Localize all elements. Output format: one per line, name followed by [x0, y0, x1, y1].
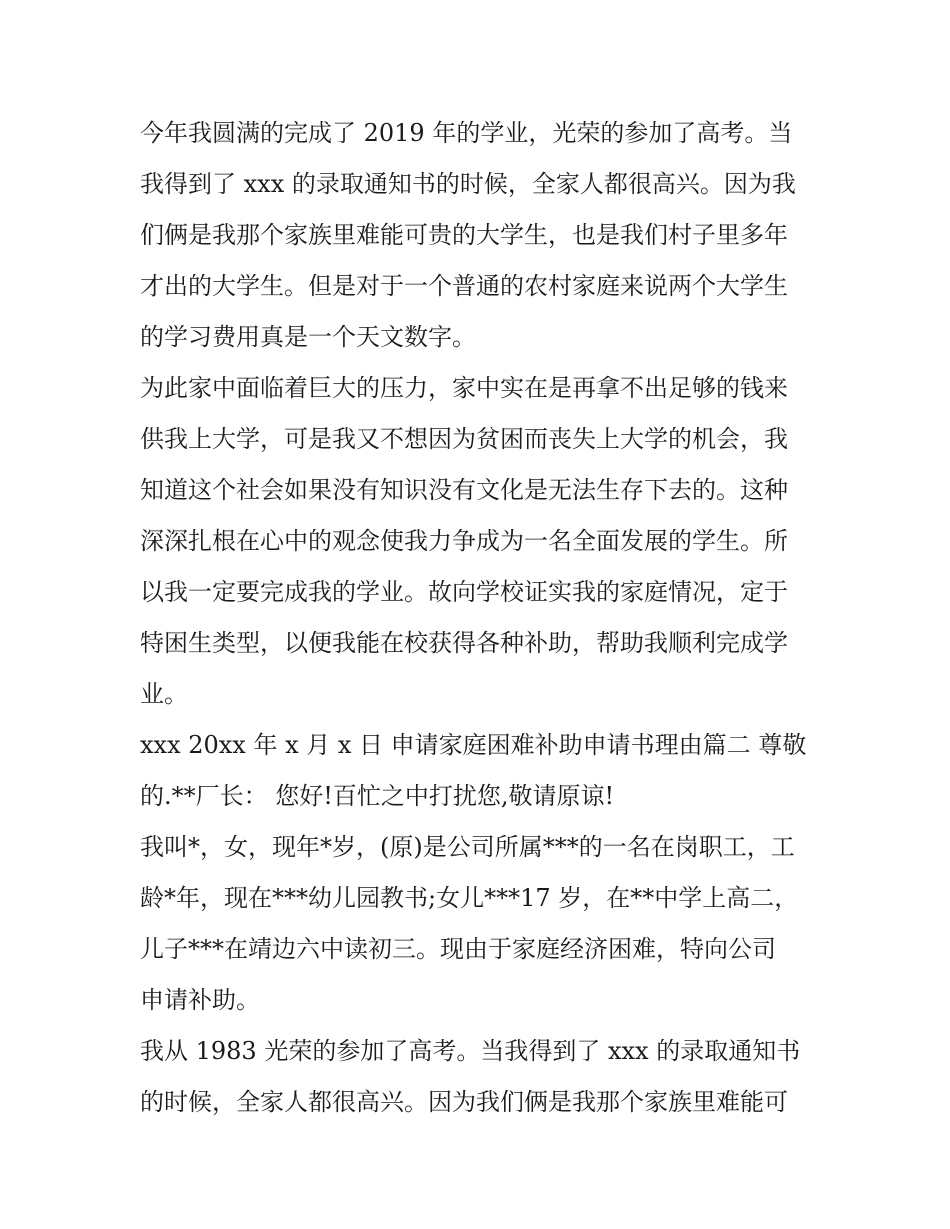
- text-line: 我从 1983 光荣的参加了高考。当我得到了 xxx 的录取通知书: [140, 1037, 801, 1065]
- text-line: 们俩是我那个家族里难能可贵的大学生，也是我们村子里多年: [140, 221, 788, 249]
- text-line: 今年我圆满的完成了 2019 年的学业，光荣的参加了高考。当: [140, 119, 793, 147]
- text-line: 供我上大学，可是我又不想因为贫困而丧失上大学的机会，我: [140, 425, 788, 453]
- text-line: 知道这个社会如果没有知识没有文化是无法生存下去的。这种: [140, 476, 788, 504]
- text-line: 才出的大学生。但是对于一个普通的农村家庭来说两个大学生: [140, 272, 788, 300]
- document-body: [140, 108, 820, 1128]
- text-line: 的.**厂长： 您好!百忙之中打扰您,敬请原谅!: [140, 782, 615, 810]
- text-line: 我叫*，女，现年*岁，(原)是公司所属***的一名在岗职工，工: [140, 833, 795, 861]
- text-line: 的学习费用真是一个天文数字。: [140, 323, 476, 351]
- text-line: 业。: [140, 680, 188, 708]
- text-line: 儿子***在靖边六中读初三。现由于家庭经济困难，特向公司: [140, 935, 776, 963]
- text-line: 龄*年，现在***幼儿园教书;女儿***17 岁，在**中学上高二，: [140, 884, 799, 912]
- text-line: 申请补助。: [140, 986, 260, 1014]
- text-line: 深深扎根在心中的观念使我力争成为一名全面发展的学生。所: [140, 527, 788, 555]
- text-line: 我得到了 xxx 的录取通知书的时候，全家人都很高兴。因为我: [140, 170, 796, 198]
- text-line: xxx 20xx 年 x 月 x 日 申请家庭困难补助申请书理由篇二 尊敬: [140, 731, 807, 759]
- text-line: 为此家中面临着巨大的压力，家中实在是再拿不出足够的钱来: [140, 374, 788, 402]
- text-line: 的时候，全家人都很高兴。因为我们俩是我那个家族里难能可: [140, 1088, 788, 1116]
- text-line: 特困生类型，以便我能在校获得各种补助，帮助我顺利完成学: [140, 629, 788, 657]
- text-line: 以我一定要完成我的学业。故向学校证实我的家庭情况，定于: [140, 578, 788, 606]
